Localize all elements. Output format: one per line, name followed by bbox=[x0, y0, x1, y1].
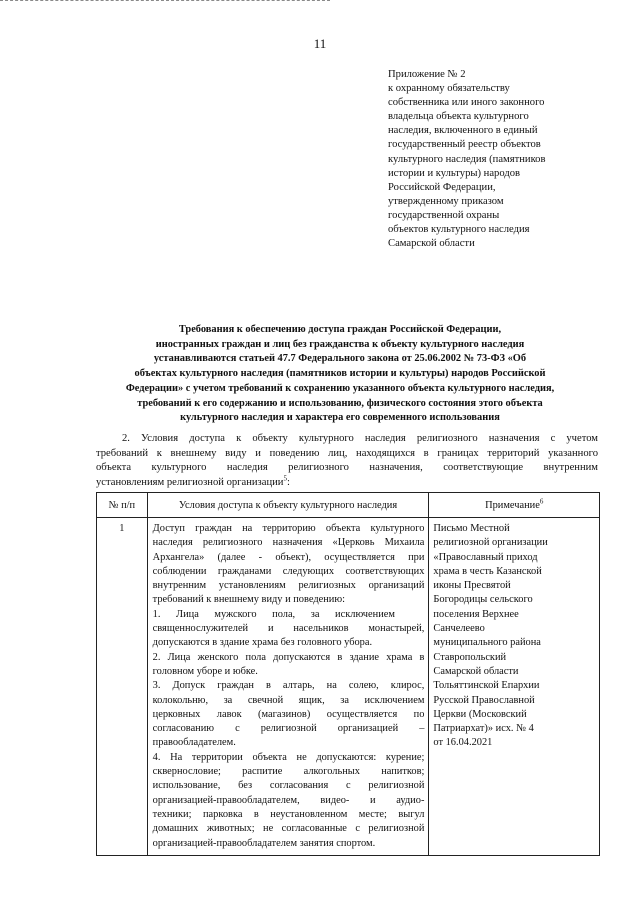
condition-line: организацией-правообладателем, видео- и аудио- bbox=[152, 794, 425, 806]
appendix-line: наследия, включенного в единый bbox=[388, 125, 538, 137]
condition-line: согласованию с религиозной организацией – bbox=[152, 723, 425, 735]
header-note-label: Примечание bbox=[485, 499, 540, 511]
appendix-line: государственный реестр объектов bbox=[388, 139, 541, 151]
intro-line: требований к внешнему виду и поведению лиц, находящихся в границах территорий указанного bbox=[96, 447, 598, 459]
header-conditions: Условия доступа к объекту культурного наследия bbox=[147, 493, 429, 518]
condition-line: Архангела» (далее - объект), осуществляется при bbox=[152, 551, 425, 563]
document-title bbox=[60, 323, 620, 426]
table-header-row bbox=[97, 493, 600, 518]
condition-line: наследия религиозного назначения «Церковь Михаила bbox=[152, 537, 425, 549]
note-line: Патриархат)» исх. № 4 bbox=[433, 723, 534, 735]
intro-line: 2. Условия доступа к объекту культурного наследия религиозного назначения с учетом bbox=[122, 433, 598, 444]
condition-line: техники; парковка в неустановленном месте; выгул bbox=[152, 808, 425, 820]
intro-line: объекта культурного наследия религиозного назначения, соответствующие внутренним bbox=[96, 462, 598, 474]
note-line: Ставропольский bbox=[433, 651, 507, 663]
appendix-line: культурного наследия (памятников bbox=[388, 153, 546, 165]
note-line: Письмо Местной bbox=[433, 523, 510, 534]
appendix-line: государственной охраны bbox=[388, 209, 500, 221]
condition-line: 3. Допуск граждан в алтарь, на солею, клирос, bbox=[152, 680, 425, 692]
appendix-line: Российской Федерации, bbox=[388, 181, 496, 193]
condition-line: колокольню, за свечной ящик, за исключением bbox=[152, 694, 425, 706]
row-conditions bbox=[147, 518, 429, 856]
appendix-line: истории и культуры) народов bbox=[388, 167, 521, 179]
condition-line: домашних животных; не согласованные с религиозной bbox=[152, 823, 425, 835]
note-line: Санчелеево bbox=[433, 623, 485, 635]
table-row bbox=[97, 518, 600, 856]
appendix-line: Приложение № 2 bbox=[388, 69, 466, 80]
intro-last-line bbox=[96, 476, 598, 491]
note-line: Богородицы сельского bbox=[433, 594, 533, 606]
note-line: храма в честь Казанской bbox=[433, 565, 542, 577]
title-line: объектах культурного наследия (памятников истории и культуры) народов Российской bbox=[134, 368, 546, 380]
title-line: культурного наследия и характера его современного использования bbox=[180, 412, 500, 424]
intro-line: установлениям религиозной организации bbox=[96, 476, 284, 488]
row-number: 1 bbox=[97, 518, 148, 856]
note-line: Русской Православной bbox=[433, 694, 535, 706]
appendix-line: утвержденному приказом bbox=[388, 195, 504, 207]
header-num: № п/п bbox=[97, 493, 148, 518]
footnote-mark: 6 bbox=[539, 497, 544, 506]
header-note bbox=[429, 493, 600, 518]
note-line: иконы Пресвятой bbox=[433, 580, 511, 592]
scan-edge-dashes bbox=[0, 0, 330, 1]
footnote-mark: 5 bbox=[283, 474, 287, 483]
title-line: требований к его содержанию и использованию, физического состояния этого объекта bbox=[137, 397, 543, 409]
note-line: «Православный приход bbox=[433, 551, 538, 563]
row-note bbox=[429, 518, 600, 856]
condition-line: сквернословие; распитие алкогольных напитков; bbox=[152, 766, 425, 778]
note-line: Тольяттинской Епархии bbox=[433, 680, 540, 692]
page-number: 11 bbox=[313, 36, 327, 51]
note-line: поселения Верхнее bbox=[433, 608, 519, 620]
title-line: Федерации» с учетом требований к сохранению указанного объекта культурного наследия, bbox=[125, 382, 555, 394]
title-line: иностранных граждан и лиц без гражданства к объекту культурного наследия bbox=[155, 338, 525, 350]
condition-line: церковных лавок (магазинов) осуществляется по bbox=[152, 708, 425, 720]
appendix-line: владельца объекта культурного bbox=[388, 111, 529, 123]
condition-line: Доступ граждан на территорию объекта культурного bbox=[152, 523, 425, 534]
note-line: муниципального района bbox=[433, 637, 541, 649]
appendix-line: к охранному обязательству bbox=[388, 83, 510, 95]
title-line: устанавливаются статьей 47.7 Федерального закона от 25.06.2002 № 73-ФЗ «Об bbox=[153, 353, 527, 365]
condition-line: внутренним установлениям религиозных организаций bbox=[152, 580, 425, 592]
condition-line: соблюдении гражданами следующих соответствующих bbox=[152, 565, 425, 577]
condition-line: головном уборе и юбке. bbox=[152, 665, 258, 677]
appendix-line: собственника или иного законного bbox=[388, 97, 545, 109]
condition-line: 4. На территории объекта не допускаются: курение; bbox=[152, 751, 425, 763]
condition-line: 2. Лица женского пола допускаются в здание храма в bbox=[152, 651, 425, 663]
condition-line: правообладателем. bbox=[152, 737, 236, 749]
intro-colon: : bbox=[286, 476, 290, 488]
appendix-line: объектов культурного наследия bbox=[388, 224, 530, 236]
condition-line: священнослужителей и насельников монастырей, bbox=[152, 623, 425, 635]
intro-paragraph bbox=[96, 432, 598, 490]
appendix-line: Самарской области bbox=[388, 238, 475, 250]
condition-line: требований к внешнему виду и поведению: bbox=[152, 594, 345, 606]
condition-line: 1. Лица мужского пола, за исключением bbox=[152, 608, 395, 620]
condition-line: допускаются в здание храма без головного убора. bbox=[152, 637, 373, 649]
title-line: Требования к обеспечению доступа граждан Российской Федерации, bbox=[178, 324, 502, 335]
requirements-table bbox=[96, 492, 600, 856]
note-line: религиозной организации bbox=[433, 537, 548, 549]
note-line: от 16.04.2021 bbox=[433, 737, 493, 749]
note-line: Самарской области bbox=[433, 665, 519, 677]
condition-line: использование, без согласования с религиозной bbox=[152, 780, 425, 792]
condition-line: организацией-правообладателем занятия спортом. bbox=[152, 837, 376, 849]
appendix-header bbox=[388, 68, 603, 251]
note-line: Церкви (Московский bbox=[433, 708, 527, 720]
